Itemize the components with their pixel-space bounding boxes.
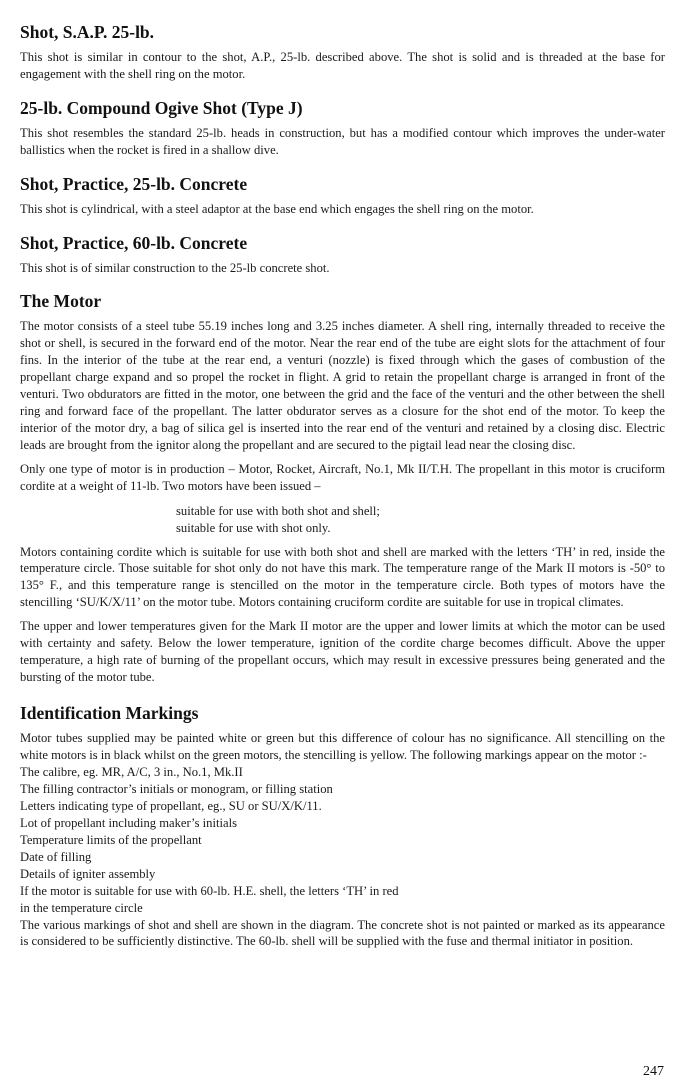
section-paragraph: This shot is similar in contour to the shot, A.P., 25-lb. described above. The shot is solid and is threaded at the base for engagement with the shell ring on the motor. xyxy=(20,50,665,81)
section-the-motor xyxy=(20,291,665,685)
section-sap-shot xyxy=(20,22,665,83)
section-paragraph: This shot resembles the standard 25-lb. heads in construction, but has a modified contour which improves the under-water ballistics when the rocket is fired in a shallow dive. xyxy=(20,125,665,157)
list-item: suitable for use with shot only. xyxy=(176,520,331,535)
section-practice-25lb xyxy=(20,174,665,218)
section-compound-ogive-shot xyxy=(20,98,665,159)
section-heading: Identification Markings xyxy=(20,702,199,723)
section-identification-markings xyxy=(20,703,665,951)
motor-paragraph-3: Motors containing cordite which is suitable for use with both shot and shell are marked with the letters ‘TH’ in red, inside the temperature circle. Those suitable for shot only do not have this mark. The temperature range of the Mark II motors is -50° to 135° F., and this temperature range is stencilled on the motor in the temperature circle. Both types of motors have the stencilling ‘SU/K/X/11’ on the motor tube. Motors containing cruciform cordite are suitable for use in tropical climates. xyxy=(20,544,665,610)
identification-closing: The various markings of shot and shell are shown in the diagram. The concrete shot is not painted or marked as its appearance is considered to be sufficiently distinctive. The 60-lb. shell will be supplied with the fuse and thermal initiator in position. xyxy=(20,917,665,949)
list-item: Temperature limits of the propellant xyxy=(20,832,202,847)
markings-list xyxy=(20,764,665,917)
list-item: If the motor is suitable for use with 60-lb. H.E. shell, the letters ‘TH’ in red xyxy=(20,883,399,898)
identification-intro: Motor tubes supplied may be painted white or green but this difference of colour has no significance. All stencilling on the white motors is in black whilst on the green motors, the stencilling is yellow. The following markings appear on the motor :- xyxy=(20,730,665,762)
list-item: The filling contractor’s initials or monogram, or filling station xyxy=(20,781,333,796)
list-item: The calibre, eg. MR, A/C, 3 in., No.1, Mk.II xyxy=(20,764,243,779)
section-paragraph: This shot is cylindrical, with a steel adaptor at the base end which engages the shell ring on the motor. xyxy=(20,201,534,216)
motor-paragraph-4: The upper and lower temperatures given for the Mark II motor are the upper and lower limits at which the motor can be used with certainty and safety. Below the lower temperature, ignition of the cordite charge becomes difficult. Above the upper temperature, a high rate of burning of the propellant occurs, which may result in excessive pressures being generated and the bursting of the motor tube. xyxy=(20,619,665,684)
section-heading: Shot, Practice, 60-lb. Concrete xyxy=(20,232,248,253)
list-item: Date of filling xyxy=(20,849,92,864)
motor-paragraph-1: The motor consists of a steel tube 55.19 inches long and 3.25 inches diameter. A shell ring, internally threaded to receive the shot or shell, is secured in the forward end of the motor. Near the rear end of the tube are eight slots for the attachment of four fins. In the interior of the tube at the rear end, a venturi (nozzle) is fixed through which the gases of combustion of the propellant charge expand and so propel the rocket in flight. A grid to retain the propellant charge is arranged in front of the venturi. Two obdurators are fitted in the motor, one between the grid and the face of the venturi and the other between the shell ring and forward face of the propellant. The latter obdurator serves as a closure for the shot end of the motor. To keep the interior of the motor dry, a bag of silica gel is inserted into the rear end of the venturi and retained by a closing disc. Electric leads are brought from the ignitor along the propellant and are secured to the pigtail lead near the closing disc. xyxy=(20,319,665,452)
list-item: suitable for use with both shot and shell; xyxy=(176,503,380,518)
list-item: in the temperature circle xyxy=(20,900,143,915)
section-heading: 25-lb. Compound Ogive Shot (Type J) xyxy=(20,97,303,118)
motor-paragraph-2: Only one type of motor is in production – Motor, Rocket, Aircraft, No.1, Mk II/T.H. The propellant in this motor is cruciform cordite at a weight of 11-lb. Two motors have been issued – xyxy=(20,461,665,493)
section-heading: The Motor xyxy=(20,291,102,312)
section-paragraph: This shot is of similar construction to the 25-lb concrete shot. xyxy=(20,260,330,275)
section-heading: Shot, S.A.P. 25-lb. xyxy=(20,22,155,42)
list-item: Details of igniter assembly xyxy=(20,866,156,881)
page-number: 247 xyxy=(643,1064,664,1079)
list-item: Lot of propellant including maker’s initials xyxy=(20,815,237,830)
motor-type-list xyxy=(20,503,665,537)
section-practice-60lb xyxy=(20,233,665,277)
section-heading: Shot, Practice, 25-lb. Concrete xyxy=(20,173,248,194)
list-item: Letters indicating type of propellant, eg., SU or SU/X/K/11. xyxy=(20,798,322,813)
